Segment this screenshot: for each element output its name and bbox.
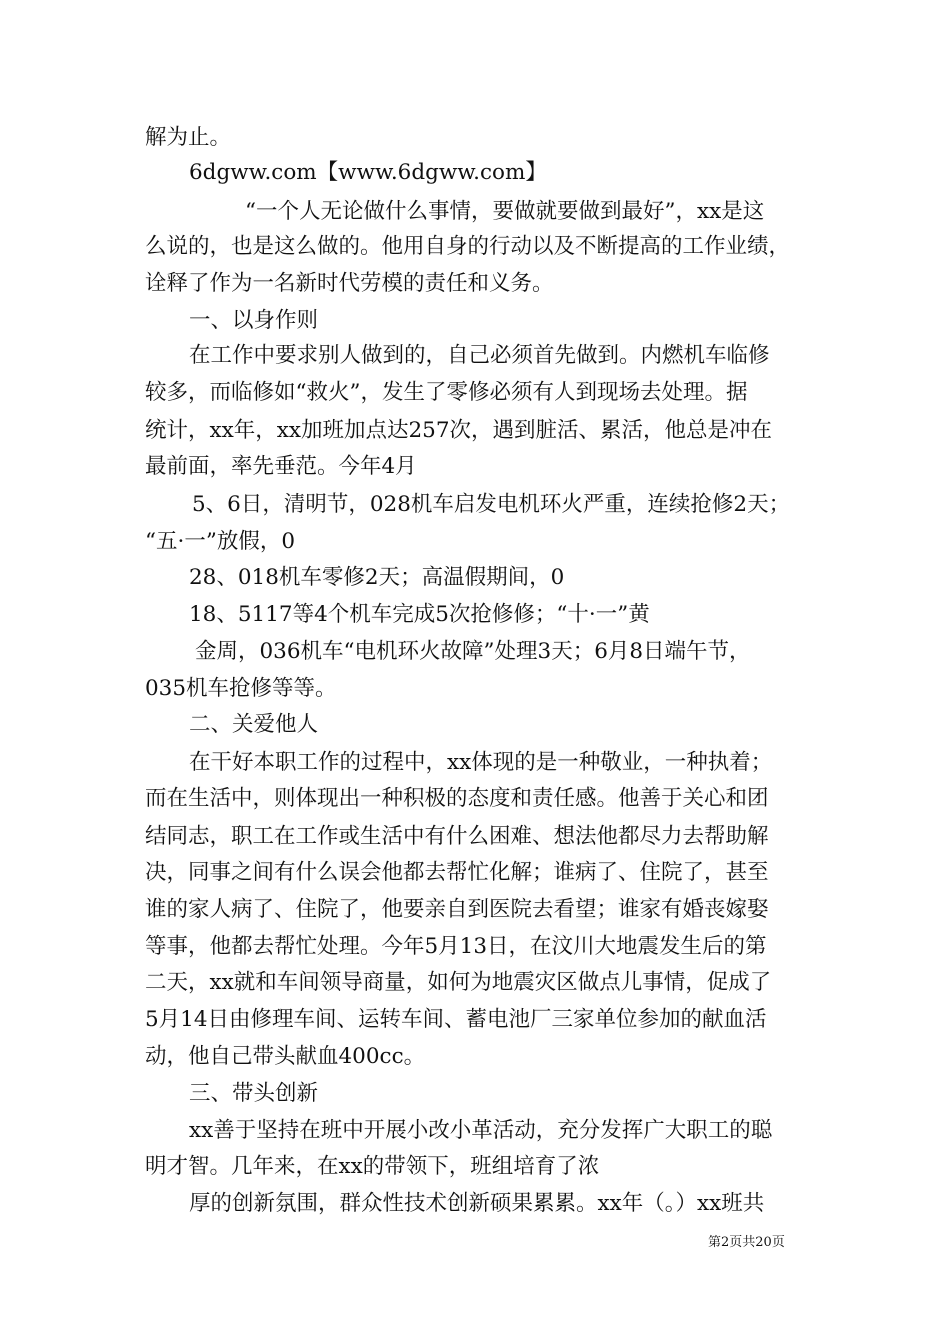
text-line: 明才智。几年来，在xx的带领下，班组培育了浓 [145, 1154, 600, 1179]
page-number: 第2页共20页 [708, 1235, 785, 1250]
text-line: 结同志，职工在工作或生活中有什么困难、想法他都尽力去帮助解 [145, 824, 769, 849]
text-line: xx善于坚持在班中开展小改小革活动，充分发挥广大职工的聪 [189, 1118, 773, 1143]
text-line: 厚的创新氛围，群众性技术创新硕果累累。xx年（。）xx班共 [189, 1191, 765, 1216]
text-line: 统计，xx年，xx加班加点达257次，遇到脏活、累活，他总是冲在 [145, 418, 773, 443]
text-line: “五·一”放假，0 [145, 529, 295, 554]
text-line: 在干好本职工作的过程中，xx体现的是一种敬业，一种执着； [189, 750, 773, 775]
section-heading: 二、关爱他人 [189, 712, 319, 737]
text-line: 解为止。 [145, 125, 232, 150]
section-heading: 三、带头创新 [189, 1081, 319, 1106]
text-line: 035机车抢修等等。 [145, 676, 337, 701]
text-line: 而在生活中，则体现出一种积极的态度和责任感。他善于关心和团 [145, 786, 769, 811]
text-line: 较多，而临修如“救火”，发生了零修必须有人到现场去处理。据 [145, 380, 748, 405]
text-line: 5月14日由修理车间、运转车间、蓄电池厂三家单位参加的献血活 [145, 1007, 767, 1032]
section-heading: 一、以身作则 [189, 308, 319, 333]
text-line: 动，他自己带头献血400cc。 [145, 1044, 426, 1069]
text-line: 金周，036机车“电机环火故障”处理3天；6月8日端午节， [195, 639, 751, 664]
text-line: 6dgww.com【www.6dgww.com】 [189, 160, 547, 185]
text-line: 二天，xx就和车间领导商量，如何为地震灾区做点儿事情，促成了 [145, 970, 772, 995]
text-line: 等事，他都去帮忙处理。今年5月13日，在汶川大地震发生后的第 [145, 934, 767, 959]
text-line: “一个人无论做什么事情，要做就要做到最好”，xx是这 [245, 199, 765, 224]
text-line: 18、5117等4个机车完成5次抢修修；“十·一”黄 [189, 602, 650, 627]
text-line: 决，同事之间有什么误会他都去帮忙化解；谁病了、住院了，甚至 [145, 860, 769, 885]
text-line: 最前面，率先垂范。今年4月 [145, 454, 417, 479]
text-line: 28、018机车零修2天；高温假期间，0 [189, 565, 565, 590]
text-line: 么说的，也是这么做的。他用自身的行动以及不断提高的工作业绩， [145, 234, 791, 259]
text-line: 5、6日，清明节，028机车启发电机环火严重，连续抢修2天； [192, 492, 791, 517]
text-line: 诠释了作为一名新时代劳模的责任和义务。 [145, 271, 554, 296]
text-line: 谁的家人病了、住院了，他要亲自到医院去看望；谁家有婚丧嫁娶 [145, 897, 769, 922]
text-line: 在工作中要求别人做到的，自己必须首先做到。内燃机车临修 [189, 343, 770, 368]
